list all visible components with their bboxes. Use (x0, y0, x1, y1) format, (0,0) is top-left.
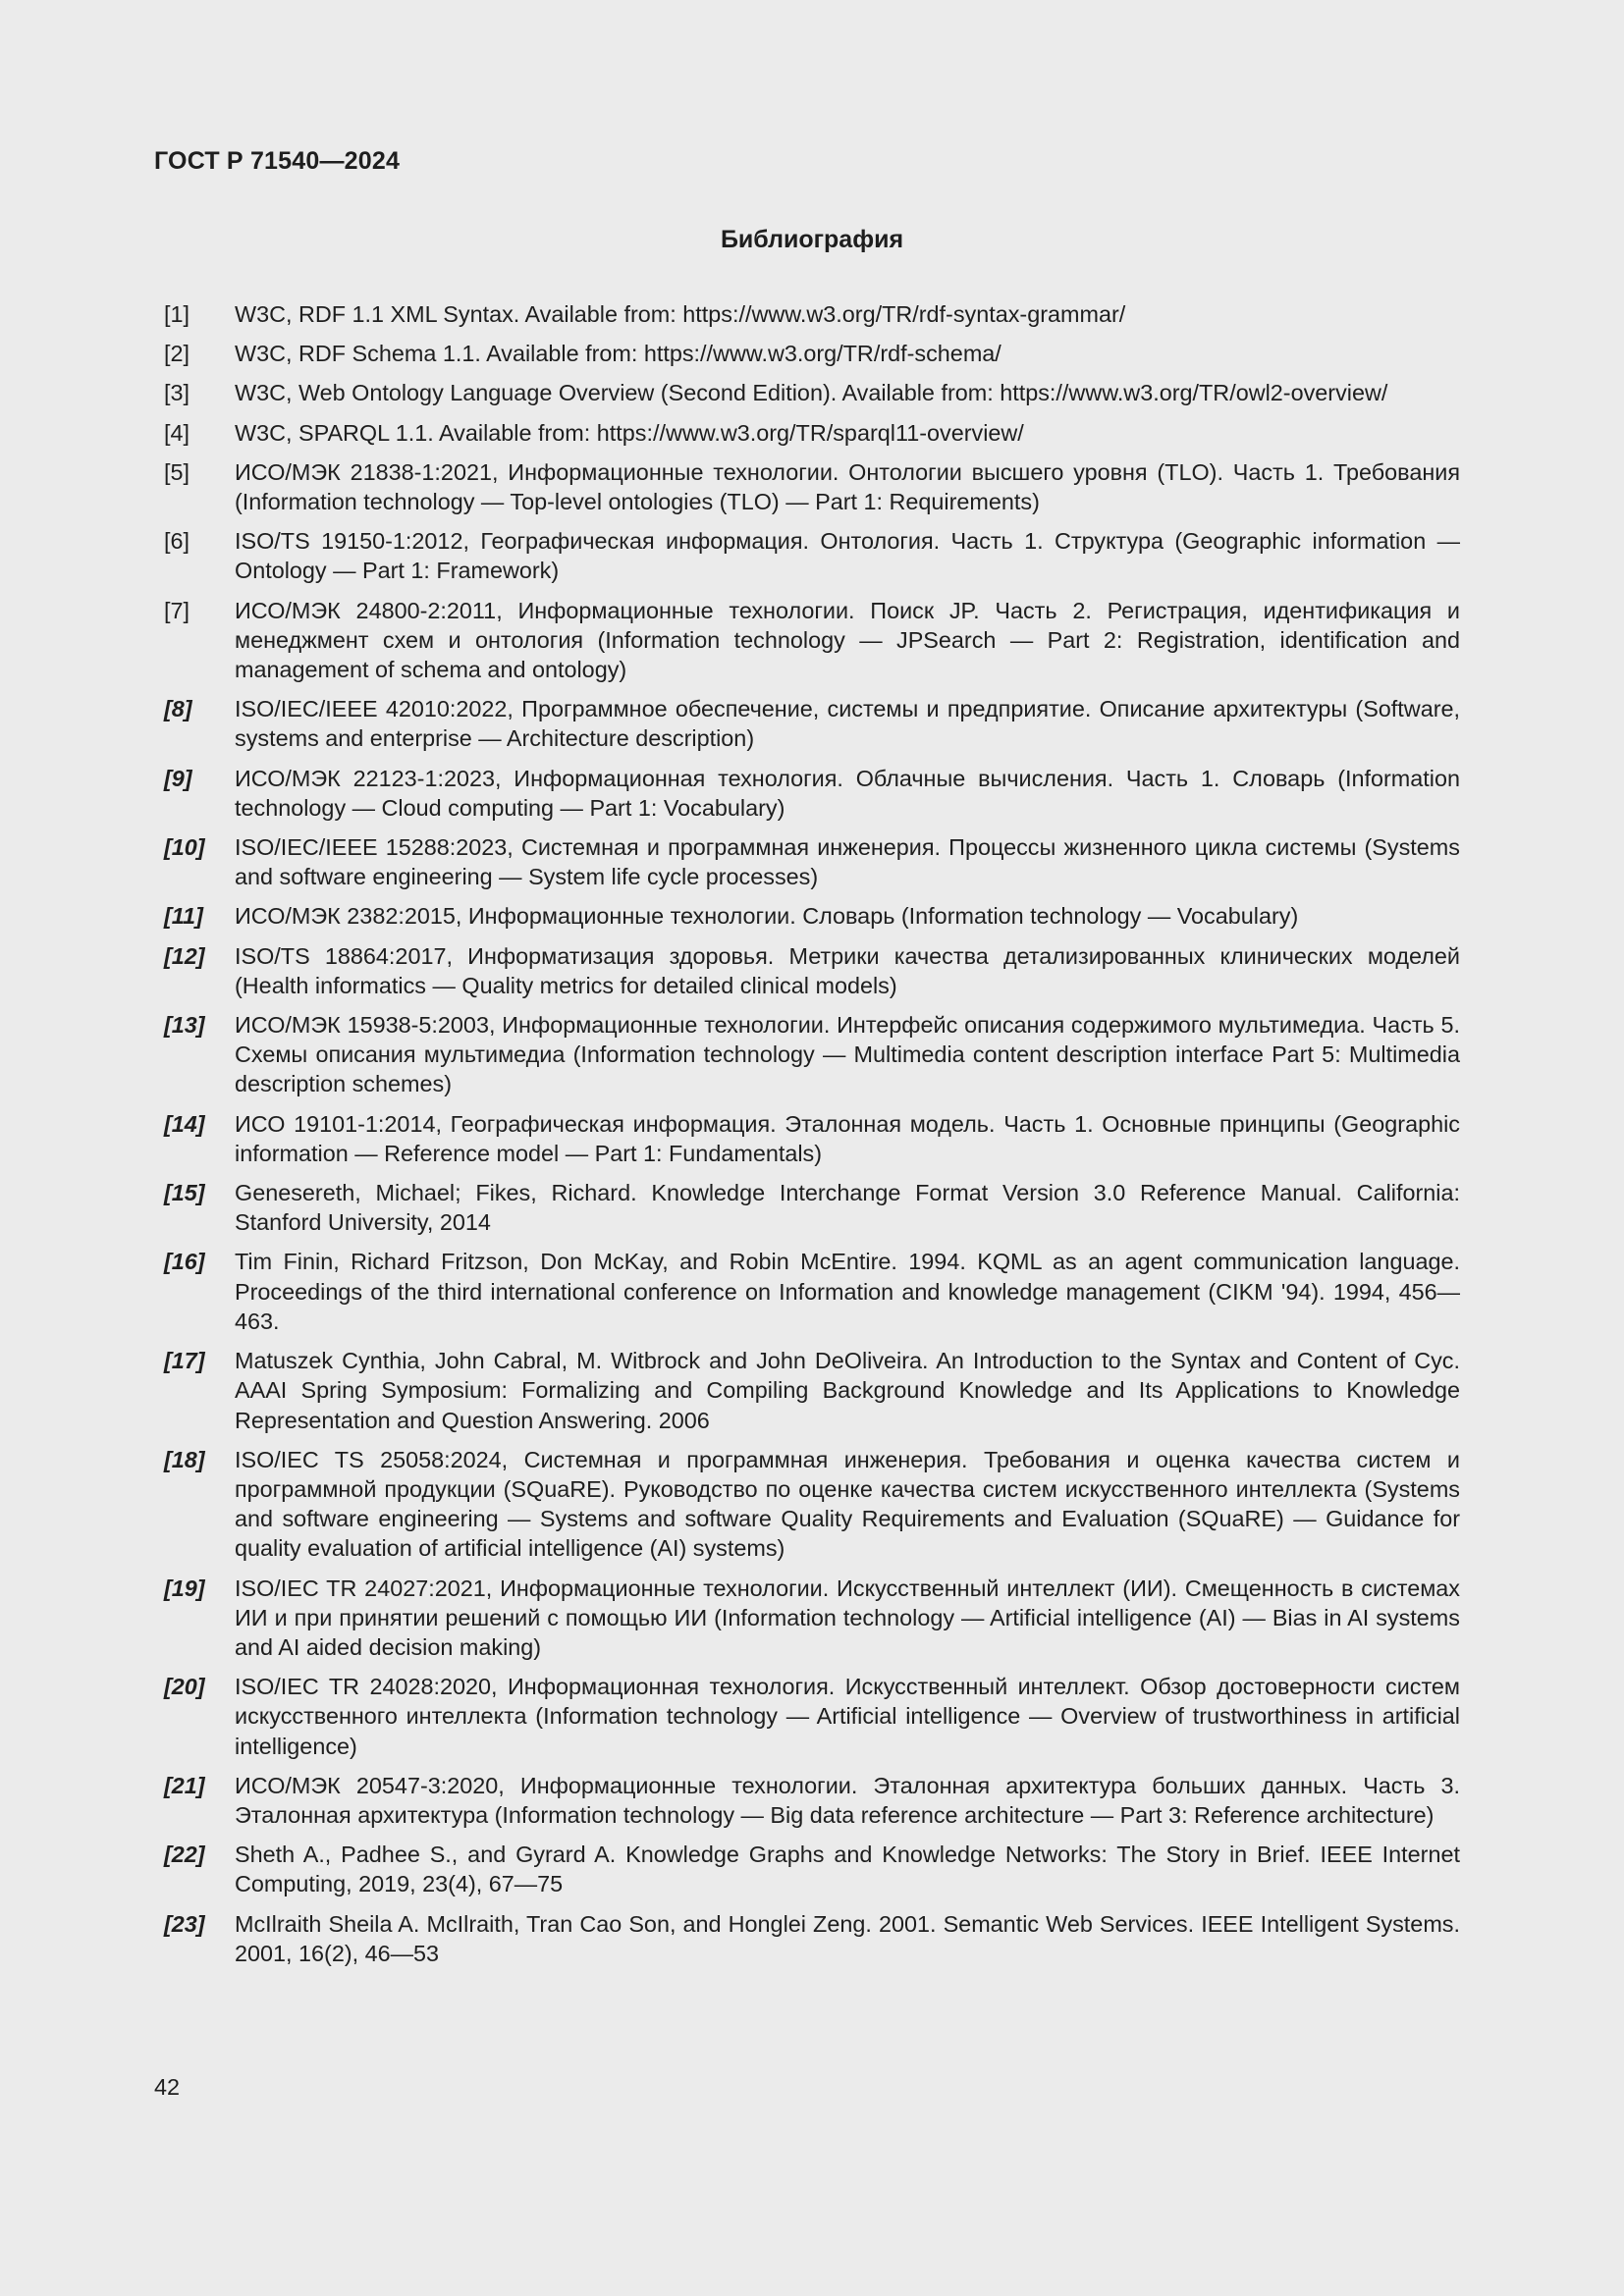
bibliography-entry (164, 1346, 1460, 1435)
bibliography-entry-text: ISO/IEC TS 25058:2024, Системная и программная инженерия. Требования и оценка качества систем и программной продукции (SQuaRE). Руководство по оценке качества систем искусственного интеллекта (Systems and software engineering — Systems and software Quality Requirements and Evaluation (SQuaRE) — Guidance for quality evaluation of artificial intelligence (AI) systems) (235, 1446, 1460, 1562)
bibliography-entry (164, 339, 1460, 368)
bibliography-entry (164, 1909, 1460, 1968)
bibliography-entry (164, 1445, 1460, 1564)
bibliography-entry (164, 694, 1460, 753)
bibliography-entry (164, 1840, 1460, 1898)
bibliography-entry-number: [11] (164, 903, 203, 930)
bibliography-entry-text: ISO/IEC TR 24028:2020, Информационная технология. Искусственный интеллект. Обзор достоверности систем искусственного интеллекта (Information technology — Artificial intelligence — Overview of trustworthiness in artificial intelligence) (235, 1674, 1460, 1759)
bibliography-entry-number: [15] (164, 1180, 205, 1206)
bibliography-entry (164, 526, 1460, 585)
bibliography-heading-text: Библиография (720, 226, 904, 253)
bibliography-entry-text: ИСО/МЭК 2382:2015, Информационные технологии. Словарь (Information technology — Vocabulary) (235, 903, 1299, 930)
bibliography-entry-text: W3C, SPARQL 1.1. Available from: https://www.w3.org/TR/sparql11-overview/ (235, 419, 1024, 446)
bibliography-entry-number: [5] (164, 458, 190, 485)
bibliography-entry-text: ISO/IEC/IEEE 42010:2022, Программное обеспечение, системы и предприятие. Описание архитектуры (Software, systems and enterprise — Architecture description) (235, 696, 1460, 752)
bibliography-entry-number: [6] (164, 528, 190, 555)
bibliography-entry (164, 941, 1460, 1000)
bibliography-entry-text: W3C, RDF Schema 1.1. Available from: https://www.w3.org/TR/rdf-schema/ (235, 341, 1001, 367)
bibliography-heading (0, 226, 1624, 254)
bibliography-entry-number: [10] (164, 834, 205, 861)
bibliography-entry-text: ИСО 19101-1:2014, Географическая информация. Эталонная модель. Часть 1. Основные принципы (Geographic information — Reference model — Part 1: Fundamentals) (235, 1110, 1460, 1166)
bibliography-entry-text: W3C, RDF 1.1 XML Syntax. Available from: https://www.w3.org/TR/rdf-syntax-grammar/ (235, 301, 1126, 327)
bibliography-entry-number: [7] (164, 597, 190, 623)
bibliography-entry-number: [14] (164, 1110, 205, 1137)
bibliography-entry (164, 1672, 1460, 1761)
bibliography-list (164, 299, 1460, 1978)
bibliography-entry-number: [16] (164, 1249, 205, 1275)
bibliography-entry (164, 596, 1460, 685)
bibliography-entry-text: Tim Finin, Richard Fritzson, Don McKay, and Robin McEntire. 1994. KQML as an agent communication language. Proceedings of the third international conference on Information and knowledge management (CIKM '94). 1994, 456—463. (235, 1249, 1460, 1334)
bibliography-entry-text: ISO/TS 19150-1:2012, Географическая информация. Онтология. Часть 1. Структура (Geographic information — Ontology — Part 1: Framework) (235, 528, 1460, 584)
bibliography-entry-number: [21] (164, 1772, 205, 1798)
bibliography-entry (164, 1109, 1460, 1168)
bibliography-entry-number: [19] (164, 1575, 205, 1601)
bibliography-entry-text: ISO/IEC/IEEE 15288:2023, Системная и программная инженерия. Процессы жизненного цикла системы (Systems and software engineering — System life cycle processes) (235, 834, 1460, 890)
bibliography-entry-text: ISO/IEC TR 24027:2021, Информационные технологии. Искусственный интеллект (ИИ). Смещенность в системах ИИ и при принятии решений с помощью ИИ (Information technology — Artificial intelligence (AI) — Bias in AI systems and AI aided decision making) (235, 1575, 1460, 1660)
bibliography-entry-number: [2] (164, 341, 190, 367)
bibliography-entry-number: [1] (164, 301, 190, 327)
bibliography-entry (164, 378, 1460, 407)
bibliography-entry (164, 1178, 1460, 1237)
bibliography-entry-text: ISO/TS 18864:2017, Информатизация здоровья. Метрики качества детализированных клинических моделей (Health informatics — Quality metrics for detailed clinical models) (235, 942, 1460, 998)
bibliography-entry (164, 1574, 1460, 1663)
bibliography-entry-text: ИСО/МЭК 21838-1:2021, Информационные технологии. Онтологии высшего уровня (TLO). Часть 1. Требования (Information technology — Top-level ontologies (TLO) — Part 1: Requirements) (235, 458, 1460, 515)
bibliography-entry (164, 901, 1460, 931)
bibliography-entry-text: Sheth A., Padhee S., and Gyrard A. Knowledge Graphs and Knowledge Networks: The Story in Brief. IEEE Internet Computing, 2019, 23(4), 67—75 (235, 1842, 1460, 1897)
bibliography-entry-number: [12] (164, 942, 205, 969)
bibliography-entry-number: [8] (164, 696, 192, 722)
bibliography-entry-text: McIlraith Sheila A. McIlraith, Tran Cao Son, and Honglei Zeng. 2001. Semantic Web Services. IEEE Intelligent Systems. 2001, 16(2), 46—53 (235, 1910, 1460, 1966)
bibliography-entry-number: [4] (164, 419, 190, 446)
bibliography-entry-text: ИСО/МЭК 15938-5:2003, Информационные технологии. Интерфейс описания содержимого мультимедиа. Часть 5. Схемы описания мультимедиа (Information technology — Multimedia content description interface Part 5: Multimedia description schemes) (235, 1012, 1460, 1097)
bibliography-entry (164, 457, 1460, 516)
bibliography-entry (164, 418, 1460, 448)
bibliography-entry (164, 1247, 1460, 1336)
bibliography-entry-text: W3C, Web Ontology Language Overview (Second Edition). Available from: https://www.w3.org/TR/owl2-overview/ (235, 380, 1388, 406)
bibliography-entry (164, 1010, 1460, 1099)
bibliography-entry (164, 299, 1460, 329)
document-standard-id: ГОСТ Р 71540—2024 (154, 147, 401, 175)
bibliography-entry-text: Genesereth, Michael; Fikes, Richard. Knowledge Interchange Format Version 3.0 Reference Manual. California: Stanford University, 2014 (235, 1180, 1460, 1236)
bibliography-entry-text: ИСО/МЭК 24800-2:2011, Информационные технологии. Поиск JP. Часть 2. Регистрация, идентификация и менеджмент схем и онтология (Information technology — JPSearch — Part 2: Registration, identification and management of schema and ontology) (235, 597, 1460, 683)
bibliography-entry-number: [20] (164, 1674, 205, 1700)
bibliography-entry (164, 1771, 1460, 1830)
bibliography-entry-number: [22] (164, 1842, 205, 1868)
bibliography-entry-number: [9] (164, 765, 192, 791)
bibliography-entry (164, 832, 1460, 891)
bibliography-entry-text: ИСО/МЭК 20547-3:2020, Информационные технологии. Эталонная архитектура больших данных. Часть 3. Эталонная архитектура (Information technology — Big data reference architecture — Part 3: Reference architecture) (235, 1772, 1460, 1828)
bibliography-entry-number: [17] (164, 1348, 205, 1374)
bibliography-entry-text: ИСО/МЭК 22123-1:2023, Информационная технология. Облачные вычисления. Часть 1. Словарь (Information technology — Cloud computing — Part 1: Vocabulary) (235, 765, 1460, 821)
bibliography-entry-number: [3] (164, 380, 190, 406)
bibliography-entry-text: Matuszek Cynthia, John Cabral, M. Witbrock and John DeOliveira. An Introduction to the Syntax and Content of Cyc. AAAI Spring Symposium: Formalizing and Compiling Background Knowledge and Its Applications to Knowledge Representation and Question Answering. 2006 (235, 1348, 1460, 1433)
bibliography-entry-number: [23] (164, 1910, 205, 1937)
bibliography-entry-number: [18] (164, 1446, 205, 1472)
bibliography-entry-number: [13] (164, 1012, 205, 1039)
page-number: 42 (154, 2074, 181, 2100)
bibliography-entry (164, 764, 1460, 823)
